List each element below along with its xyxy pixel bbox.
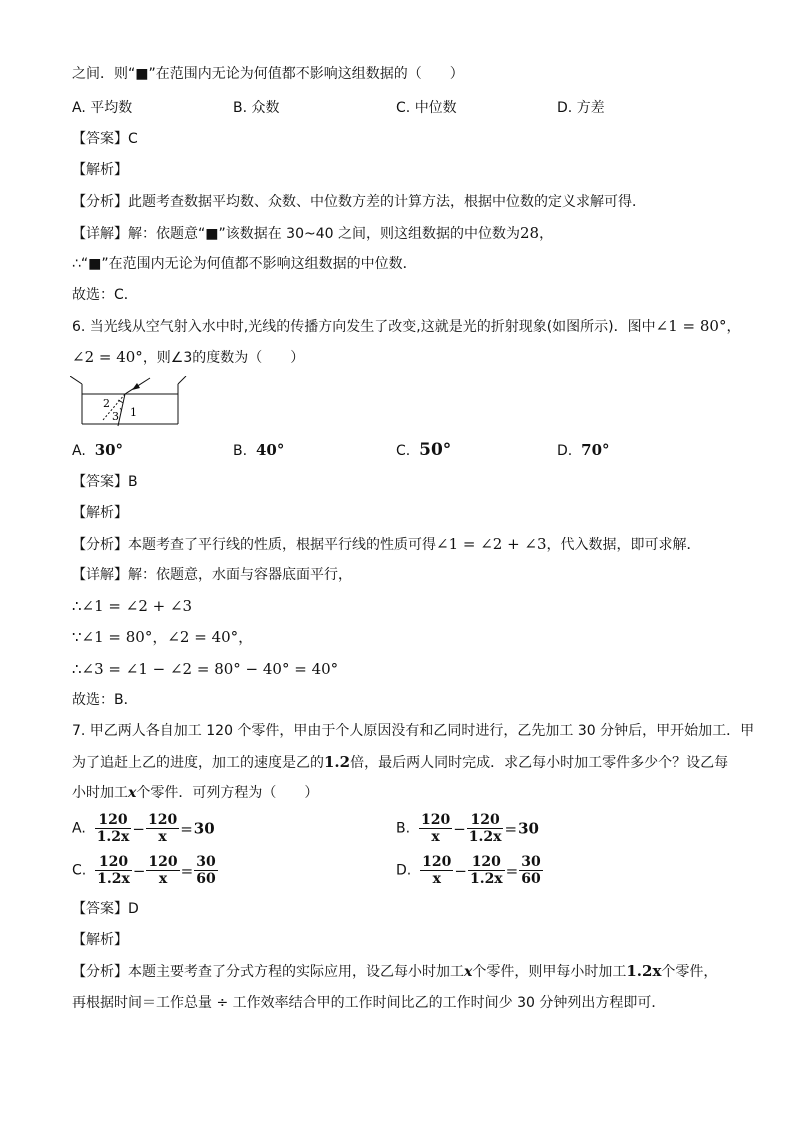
fraction: $\frac{30}{60}$ — [196, 854, 216, 887]
q7-option-a: A. $\frac{120}{1.2x}$ − $\frac{120}{x}$ =30 — [72, 812, 215, 845]
fraction: $\frac{120}{x}$ — [420, 812, 451, 845]
q5-stem: 之间．则“■”在范围内无论为何值都不影响这组数据的（ ） — [72, 66, 464, 82]
q7-stem-line3: 小时加工x个零件．可列方程为（ ） — [72, 785, 319, 801]
fraction: $\frac{120}{1.2x}$ — [97, 854, 130, 887]
q6-step-1: ∴∠1 = ∠2 + ∠3 — [72, 597, 193, 615]
q6-choose: 故选：B． — [72, 692, 138, 708]
q5-option-d: D. 方差 — [557, 100, 605, 116]
q7-option-c: C. $\frac{120}{1.2x}$ − $\frac{120}{x}$ = $\frac{30}{60}$ — [72, 854, 216, 887]
fraction: $\frac{120}{1.2x}$ — [468, 812, 502, 845]
q5-option-b: B. 众数 — [233, 100, 280, 116]
q6-jiexi-heading: 【解析】 — [72, 505, 128, 521]
q7-jiexi-heading: 【解析】 — [72, 932, 128, 948]
fraction: $\frac{120}{x}$ — [422, 854, 452, 887]
q6-option-c: C. 50° — [396, 440, 452, 460]
q5-jiexi-heading: 【解析】 — [72, 162, 128, 178]
fraction: $\frac{120}{1.2x}$ — [469, 854, 503, 887]
q6-step-3: ∴∠3 = ∠1 − ∠2 = 80° − 40° = 40° — [72, 660, 339, 678]
q6-stem-line1: 6. 当光线从空气射入水中时,光线的传播方向发生了改变,这就是光的折射现象(如图所示)．图中∠1 = 80°， — [72, 317, 741, 335]
q5-analysis: 【分析】此题考查数据平均数、众数、中位数方差的计算方法，根据中位数的定义求解可得． — [72, 194, 646, 210]
q5-choose: 故选：C． — [72, 287, 138, 303]
q6-detail: 【详解】解：依题意，水面与容器底面平行， — [72, 567, 352, 583]
angle-label-1: 1 — [130, 406, 137, 419]
q6-answer: 【答案】B — [72, 474, 138, 490]
angle-label-3: 3 — [112, 410, 119, 423]
q6-step-2: ∵∠1 = 80°，∠2 = 40°， — [72, 628, 254, 646]
q6-option-b: B. 40° — [233, 441, 285, 459]
fraction: $\frac{30}{60}$ — [521, 854, 541, 887]
q7-stem-line2: 为了追赶上乙的进度，加工的速度是乙的1.2倍，最后两人同时完成．求乙每小时加工零件多少个？设乙每 — [72, 753, 729, 771]
fraction: $\frac{120}{x}$ — [147, 812, 178, 845]
q5-detail: 【详解】解：依题意“■”该数据在 30~40 之间，则这组数据的中位数为28， — [72, 224, 554, 242]
q5-option-c: C. 中位数 — [396, 100, 457, 116]
q7-option-b: B. $\frac{120}{x}$ − $\frac{120}{1.2x}$ =30 — [396, 812, 539, 845]
q7-analysis-line2: 再根据时间＝工作总量 ÷ 工作效率结合甲的工作时间比乙的工作时间少 30 分钟列出方程即可． — [72, 995, 666, 1011]
q6-analysis: 【分析】本题考查了平行线的性质，根据平行线的性质可得∠1 = ∠2 + ∠3，代入数据，即可求解． — [72, 535, 701, 553]
q6-stem-line2: ∠2 = 40°，则∠3的度数为（ ） — [72, 348, 305, 366]
q6-option-a: A. 30° — [72, 441, 124, 459]
q5-answer: 【答案】C — [72, 131, 138, 147]
q6-option-d: D. 70° — [557, 441, 610, 459]
fraction: $\frac{120}{x}$ — [148, 854, 178, 887]
refraction-figure — [70, 376, 190, 432]
q5-option-a: A. 平均数 — [72, 100, 133, 116]
q7-answer: 【答案】D — [72, 901, 139, 917]
q7-option-d: D. $\frac{120}{x}$ − $\frac{120}{1.2x}$ = $\frac{30}{60}$ — [396, 854, 541, 887]
q7-analysis-line1: 【分析】本题主要考查了分式方程的实际应用，设乙每小时加工x个零件，则甲每小时加工1.2x个零件， — [72, 962, 718, 980]
angle-label-2: 2 — [103, 397, 110, 410]
q7-stem-line1: 7. 甲乙两人各自加工 120 个零件，甲由于个人原因没有和乙同时进行，乙先加工 30 分钟后，甲开始加工．甲 — [72, 723, 755, 739]
q5-therefore: ∴“■”在范围内无论为何值都不影响这组数据的中位数． — [72, 256, 417, 272]
fraction: $\frac{120}{1.2x}$ — [96, 812, 130, 845]
